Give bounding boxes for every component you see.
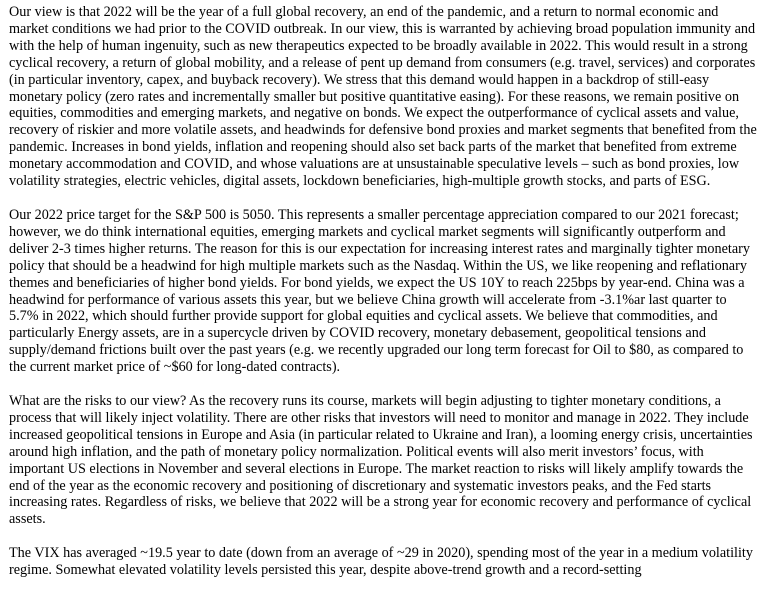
paragraph-outlook: Our view is that 2022 will be the year of a full global recovery, an end of the pandemic, and a return to normal economic and market conditions we had prior to the COVID outbreak. In our view, this is warranted by achieving broad population immunity and with the help of human ingenuity, such as new therapeutics expected to be broadly available in 2022. This would result in a strong cyclical recovery, a return of global mobility, and a release of pent up demand from consumers (e.g. travel, services) and corporates (in particular inventory, capex, and buyback recovery). We stress that this demand would happen in a backdrop of still-easy monetary policy (zero rates and incrementally smaller but positive quantitative easing). For these reasons, we remain positive on equities, commodities and emerging markets, and negative on bonds. We expect the outperformance of cyclical assets and value, recovery of riskier and more volatile assets, and headwinds for defensive bond proxies and market segments that benefited from the pandemic. Increases in bond yields, inflation and reopening should also set back parts of the market that benefited from extreme monetary accommodation and COVID, and whose valuations are at unsustainable speculative levels – such as bond proxies, low volatility strategies, electric vehicles, digital assets, lockdown beneficiaries, high-multiple growth stocks, and parts of ESG. (9, 4, 757, 190)
paragraph-price-target: Our 2022 price target for the S&P 500 is 5050. This represents a smaller percentage appreciation compared to our 2021 forecast; however, we do think international equities, emerging markets and cyclical market segments will significantly outperform and deliver 2-3 times higher returns. The reason for this is our expectation for increasing interest rates and marginally tighter monetary policy that should be a headwind for high multiple markets such as the Nasdaq. Within the US, we like reopening and reflationary themes and beneficiaries of higher bond yields. For bond yields, we expect the US 10Y to reach 225bps by year-end. China was a headwind for performance of various assets this year, but we believe China growth will accelerate from -3.1%ar last quarter to 5.7% in 2022, which should further provide support for global equities and cyclical assets. We believe that commodities, and particularly Energy assets, are in a supercycle driven by COVID recovery, monetary debasement, geopolitical tensions and supply/demand frictions built over the past years (e.g. we recently upgraded our long term forecast for Oil to $80, as compared to the current market price of ~$60 for long-dated contracts). (9, 206, 750, 376)
document-body (9, 4, 757, 596)
paragraph-risks: What are the risks to our view? As the recovery runs its course, markets will begin adjusting to tighter monetary conditions, a process that will likely inject volatility. There are other risks that investors will need to monitor and manage in 2022. They include increased geopolitical tensions in Europe and Asia (in particular related to Ukraine and Iran), a looming energy crisis, uncertainties around high inflation, and the path of monetary policy normalization. Political events will also merit investors’ focus, with important US elections in November and several elections in Europe. The market reaction to risks will likely amplify towards the end of the year as the economic recovery and positioning of discretionary and systematic investors peaks, and the Fed starts increasing rates. Regardless of risks, we believe that 2022 will be a strong year for economic recovery and performance of cyclical assets. (9, 393, 753, 528)
paragraph-volatility: The VIX has averaged ~19.5 year to date (down from an average of ~29 in 2020), spending most of the year in a medium volatility regime. Somewhat elevated volatility levels persisted this year, despite above-trend growth and a record-setting (9, 545, 753, 579)
